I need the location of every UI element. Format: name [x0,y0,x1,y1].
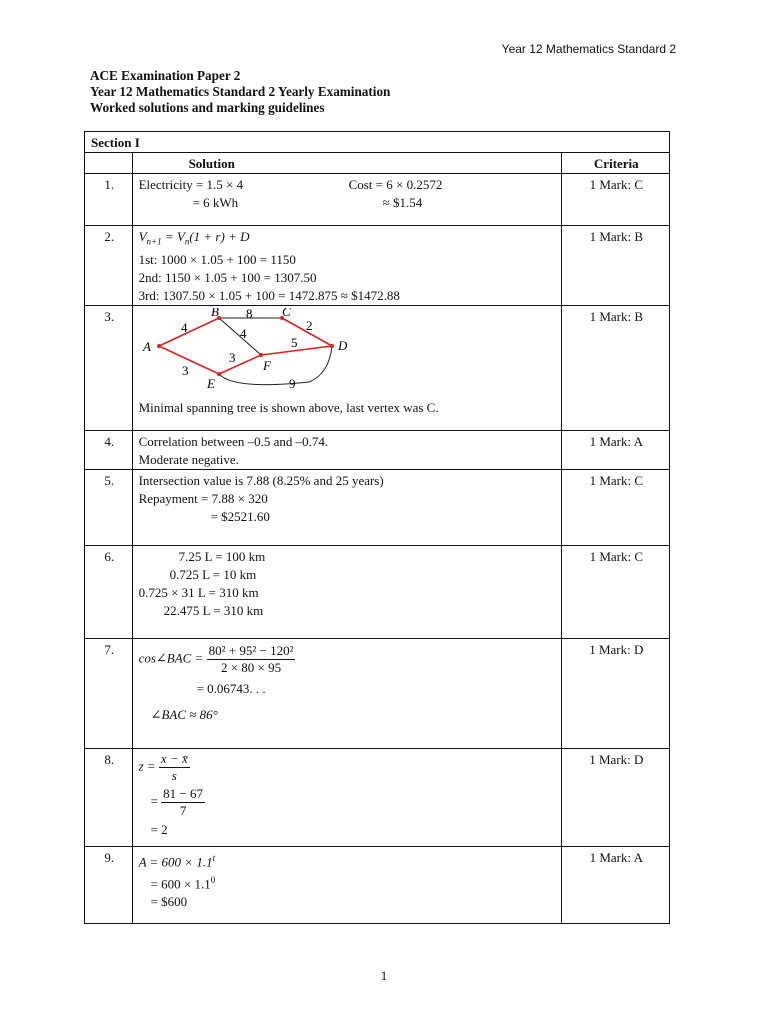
substituted-fraction: $\frac{81 - 67}{7}$ [163,785,204,818]
page-number: 1 [380,968,388,983]
vertex-a [157,344,161,348]
solution-column-header: Solution [132,153,561,174]
question-number: 9. [85,846,133,923]
criteria-cell: 1 Mark: C [561,174,669,226]
solution-line: = $600 [150,894,188,910]
criteria-column-header: Criteria [561,153,669,174]
solution-line: Cost = 6 × 0.2572 [348,177,443,192]
solution-line: = $600 \times 1.1^0$ [150,874,216,892]
vertex-label: C [281,307,291,319]
recurrence-formula: $V_{n+1} = V_n(1 + r) + D$ [138,229,250,247]
table-row [85,748,670,846]
criteria-cell: 1 Mark: A [561,430,669,469]
vertex-d [330,344,334,348]
solution-cell [132,305,561,430]
question-number: 4. [85,430,133,469]
solution-line: = 0.06743. . . [196,680,266,696]
solution-line: 3rd: 1307.50 × 1.05 + 100 = 1472.875 ≈ $1472.88 [138,287,400,303]
edge-weight: 3 [181,362,189,378]
solution-line: 7.25 L = 100 km [178,548,266,564]
vertex-f [259,353,263,357]
cosine-lhs: cos∠BAC = [138,650,204,666]
edge-weight: 3 [228,349,236,365]
solution-cell [132,638,561,748]
question-number: 6. [85,545,133,638]
edge-weight: 5 [290,334,298,350]
table-row [85,226,670,306]
solution-line: ∠BAC ≈ 86° [150,706,218,722]
edge-weight: 4 [180,319,188,335]
edge-a-b [159,318,219,346]
title-line-2: Year 12 Mathematics Standard 2 Yearly Examination [90,84,391,99]
criteria-cell: 1 Mark: A [561,846,669,923]
running-header: Year 12 Mathematics Standard 2 [501,42,676,56]
z-score-lhs: z = [138,758,156,774]
solution-line: Repayment = 7.88 × 320 [138,490,268,506]
solution-cell [132,469,561,545]
table-row [85,305,670,430]
criteria-cell: 1 Mark: D [561,638,669,748]
edge-e-d [219,346,332,385]
solution-line: 1st: 1000 × 1.05 + 100 = 1150 [138,251,296,267]
vertex-e [217,372,221,376]
z-score-fraction: $\frac{x - x̄}{s}$ [160,750,188,783]
edge-weight: 8 [245,307,253,321]
title-line-3: Worked solutions and marking guidelines [90,100,325,115]
solution-line: $A = 600 \times 1.1^t$ [138,852,216,869]
section-heading: Section I [85,132,670,153]
solution-line: Minimal spanning tree is shown above, last vertex was C. [138,399,439,415]
vertex-label: D [337,337,347,353]
vertex-label: F [262,357,271,373]
question-number: 3. [85,305,133,430]
solution-line: Correlation between –0.5 and –0.74. [138,433,329,449]
solution-line: Intersection value is 7.88 (8.25% and 25 years) [138,472,384,488]
edge-a-e [159,346,219,374]
solution-line: = 6 kWh [192,195,239,210]
question-number: 7. [85,638,133,748]
question-number: 5. [85,469,133,545]
vertex-label: A [142,338,151,354]
equals-sign: = [150,793,158,809]
solution-cell [132,430,561,469]
solution-line: = $2521.60 [210,508,270,524]
table-row [85,469,670,545]
solutions-table [84,131,670,924]
solution-line: 22.475 L = 310 km [163,602,264,618]
solution-cell [132,748,561,846]
table-row [85,846,670,923]
document-titles [90,68,390,116]
solution-line: ≈ $1.54 [382,195,423,210]
solution-cell [132,545,561,638]
network-diagram [139,308,359,394]
solution-line: 2nd: 1150 × 1.05 + 100 = 1307.50 [138,269,317,285]
solution-cell [132,846,561,923]
edge-e-f [219,355,261,374]
table-row [85,174,670,226]
solution-line: Moderate negative. [138,451,239,467]
solution-line: = 2 [150,821,168,837]
vertex-label: E [206,375,215,391]
edge-weight: 2 [305,317,313,333]
question-number: 2. [85,226,133,306]
table-row [85,638,670,748]
table-row [85,545,670,638]
solution-line: 0.725 × 31 L = 310 km [138,584,259,600]
vertex-label: B [210,307,219,319]
question-number: 8. [85,748,133,846]
edge-weight: 9 [288,375,296,391]
criteria-cell: 1 Mark: D [561,748,669,846]
criteria-cell: 1 Mark: B [561,305,669,430]
solution-cell [132,226,561,306]
question-number: 1. [85,174,133,226]
criteria-cell: 1 Mark: C [561,469,669,545]
table-header-row [85,153,670,174]
solution-cell [132,174,561,226]
edge-weight: 4 [239,325,247,341]
solution-line: 0.725 L = 10 km [169,566,257,582]
cosine-fraction: $\frac{\text{80² + 95² − 120²}}{2 \times 80 \times 95}$ [208,642,294,675]
title-line-1: ACE Examination Paper 2 [90,68,241,83]
criteria-cell: 1 Mark: B [561,226,669,306]
criteria-cell: 1 Mark: C [561,545,669,638]
table-row [85,430,670,469]
solution-line: Electricity = 1.5 × 4 [138,177,244,192]
